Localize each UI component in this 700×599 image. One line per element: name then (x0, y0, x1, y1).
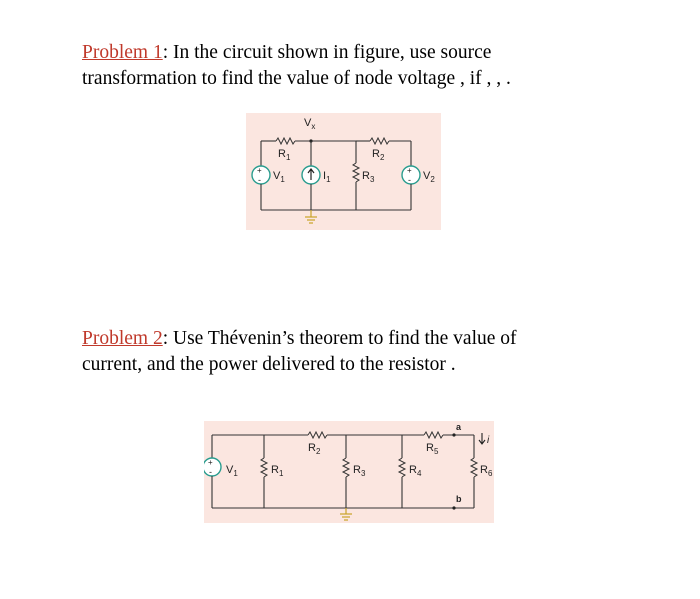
problem-1-text (82, 40, 602, 92)
c1-r2-label: $R_2$ (372, 148, 385, 162)
c2-v1-minus-icon: - (209, 467, 212, 477)
c2-node-a-label: a (456, 422, 462, 432)
c1-v2-minus-icon: - (408, 175, 411, 185)
circuit-2-diagram (204, 421, 494, 523)
c1-vx-label: $V_x$ (304, 117, 316, 131)
c2-node-b-label: b (456, 494, 462, 504)
c2-node-b (452, 506, 455, 509)
problem-2-line-1: : Use Thévenin’s theorem to find the value of (162, 328, 517, 349)
c2-r6-resistor (471, 458, 477, 477)
c2-r3-label: $R_3$ (353, 464, 366, 478)
problem-1-line-1: : In the circuit shown in figure, use source (162, 42, 492, 63)
c2-r2-resistor (308, 432, 327, 438)
c2-r1-resistor (261, 458, 267, 477)
problem-1-line-2: transformation to find the value of node voltage , if , , . (82, 68, 511, 89)
c2-r1-label: $R_1$ (271, 464, 284, 478)
problem-2-label: Problem 2 (82, 328, 163, 349)
c1-r3-resistor (353, 163, 359, 182)
circuit-1-diagram (246, 113, 441, 230)
c1-v2-label: $V_2$ (423, 170, 435, 184)
c2-v1-plus-icon: + (208, 458, 213, 467)
c2-r5-label: $R_5$ (426, 442, 439, 456)
c1-v1-label: $V_1$ (273, 170, 285, 184)
c2-current-arrow-icon (479, 433, 485, 444)
c1-r1-resistor (276, 138, 295, 144)
c2-current-label: i (487, 435, 490, 446)
c2-r4-resistor (399, 458, 405, 477)
c1-v1-plus-icon: + (257, 166, 262, 175)
c2-r6-label: $R_6$ (480, 464, 493, 478)
problem-1-label: Problem 1 (82, 42, 163, 63)
c1-v2-plus-icon: + (407, 166, 412, 175)
c1-r2-resistor (370, 138, 389, 144)
c1-i1-label: $I_1$ (323, 170, 331, 184)
c1-v1-minus-icon: - (258, 175, 261, 185)
c2-v1-label: $V_1$ (226, 464, 238, 478)
c2-r2-label: $R_2$ (308, 442, 321, 456)
c2-r4-label: $R_4$ (409, 464, 422, 478)
c2-node-a (452, 433, 455, 436)
problem-2-line-2: current, and the power delivered to the resistor . (82, 354, 456, 375)
problem-2-text (82, 326, 622, 378)
circuit-1-figure (246, 113, 441, 230)
c2-r3-resistor (343, 458, 349, 477)
c2-r5-resistor (424, 432, 443, 438)
c1-r1-label: $R_1$ (278, 148, 291, 162)
c1-r3-label: $R_3$ (362, 170, 375, 184)
circuit-2-figure (204, 421, 494, 523)
